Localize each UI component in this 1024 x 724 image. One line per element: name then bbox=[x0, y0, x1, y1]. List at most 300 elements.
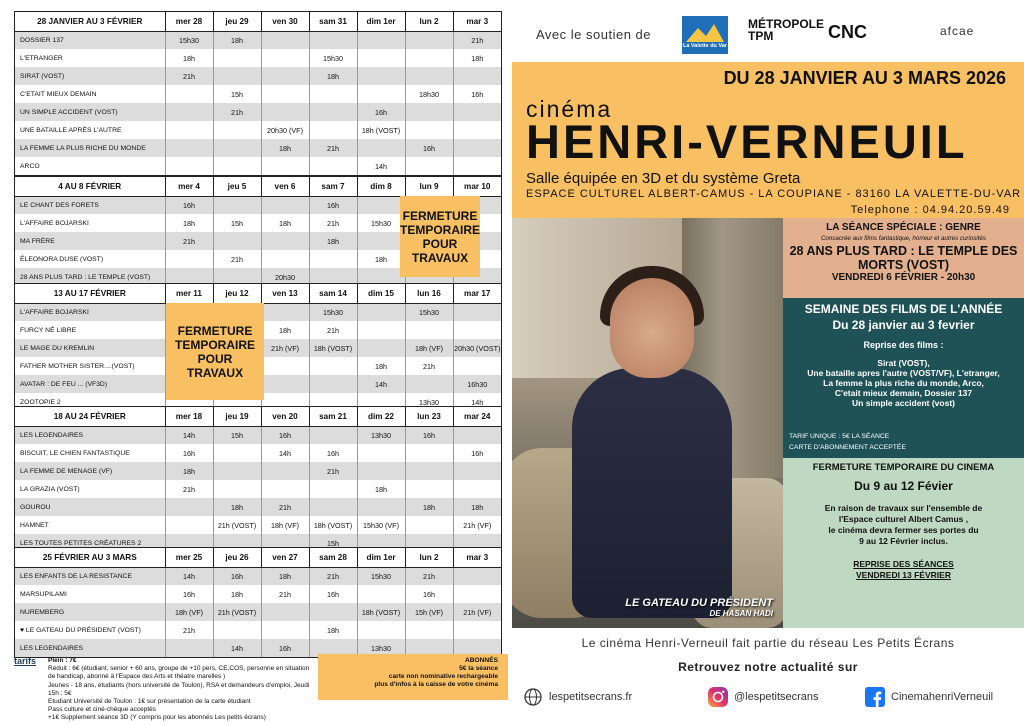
abonnes-line: carte non nominative rechargeable bbox=[388, 673, 498, 680]
showtime-cell: 16h bbox=[357, 103, 405, 121]
film-title-cell: L'AFFAIRE BOJARSKI bbox=[15, 303, 165, 321]
semaine-tarif: TARIF UNIQUE : 5€ LA SÉANCE bbox=[789, 433, 890, 440]
week-header-row bbox=[15, 407, 501, 426]
showtime-cell bbox=[453, 585, 501, 603]
film-title-cell: MA FRÈRE bbox=[15, 232, 165, 250]
film-title-cell: LE MAGE DU KREMLIN bbox=[15, 339, 165, 357]
showtime-cell: 18h bbox=[261, 321, 309, 339]
facebook-link[interactable] bbox=[864, 686, 993, 708]
showtime-cell bbox=[261, 67, 309, 85]
instagram-icon bbox=[707, 686, 729, 708]
day-header: mer 25 bbox=[165, 548, 213, 567]
showtime-cell bbox=[165, 121, 213, 139]
showtime-cell bbox=[309, 480, 357, 498]
showtime-cell bbox=[261, 621, 309, 639]
table-row bbox=[15, 103, 501, 121]
showtime-cell bbox=[453, 103, 501, 121]
showtime-cell: 18h bbox=[309, 67, 357, 85]
showtime-cell bbox=[309, 250, 357, 268]
showtime-cell: 14h bbox=[261, 444, 309, 462]
address: ESPACE CULTUREL ALBERT-CAMUS - LA COUPIANE - 83160 LA VALETTE-DU-VAR bbox=[526, 188, 1022, 200]
showtime-cell bbox=[357, 232, 405, 250]
showtime-cell: 13h30 bbox=[357, 426, 405, 444]
showtime-cell: 21h bbox=[405, 567, 453, 585]
showtime-cell: 16h30 bbox=[453, 375, 501, 393]
film-title-cell: FURCY NÉ LIBRE bbox=[20, 326, 77, 334]
showtime-cell bbox=[261, 49, 309, 67]
la-valette-logo-text: La Valette du Var bbox=[682, 43, 728, 49]
showtime-cell bbox=[309, 375, 357, 393]
tarif-line: Pass culture et ciné-chèque acceptés bbox=[48, 706, 157, 714]
film-title-cell: ÉLEONORA DUSE (VOST) bbox=[20, 255, 104, 263]
showtime-cell bbox=[165, 139, 213, 157]
week-schedule-table bbox=[15, 548, 501, 657]
showtime-cell bbox=[453, 121, 501, 139]
week-title: 28 JANVIER AU 3 FÉVRIER bbox=[15, 12, 165, 31]
showtime-cell: 16h bbox=[165, 196, 213, 214]
day-header: ven 20 bbox=[261, 407, 309, 426]
day-header: mar 3 bbox=[453, 548, 501, 567]
showtime-cell bbox=[405, 31, 453, 49]
showtime-cell bbox=[261, 303, 309, 321]
showtime-cell bbox=[357, 31, 405, 49]
showtime-cell bbox=[405, 49, 453, 67]
showtime-cell: 21h bbox=[213, 250, 261, 268]
day-header: lun 9 bbox=[405, 177, 453, 196]
showtime-cell bbox=[405, 375, 453, 393]
film-title-cell: LES LEGENDAIRES bbox=[15, 639, 165, 657]
showtime-cell bbox=[357, 444, 405, 462]
showtime-cell bbox=[405, 103, 453, 121]
showtime-cell: 18h (VOST) bbox=[357, 121, 405, 139]
day-header: sam 31 bbox=[309, 12, 357, 31]
showtime-cell: 15h30 bbox=[405, 303, 453, 321]
week-schedule-table bbox=[15, 407, 501, 552]
table-row bbox=[15, 462, 501, 480]
film-title-cell: 28 ANS PLUS TARD : LE TEMPLE (VOST) bbox=[15, 268, 165, 286]
showtime-cell bbox=[357, 67, 405, 85]
tarifs-label: tarifs bbox=[14, 656, 37, 666]
closure-dates: Du 9 au 12 Févier bbox=[854, 479, 953, 493]
showtime-cell: 15h30 bbox=[309, 49, 357, 67]
photo-girl-body bbox=[572, 368, 732, 618]
cnc-logo bbox=[828, 22, 908, 46]
day-header: mer 4 bbox=[165, 177, 213, 196]
film-title-cell: MARSUPILAMI bbox=[20, 590, 67, 598]
day-header: ven 6 bbox=[261, 177, 309, 196]
week-table bbox=[14, 11, 502, 176]
showtime-cell bbox=[405, 516, 453, 534]
photo-film-title: LE GATEAU DU PRÉSIDENT bbox=[625, 597, 773, 609]
showtime-cell: 15h bbox=[213, 214, 261, 232]
week-header-row bbox=[15, 177, 501, 196]
showtime-cell: 18h bbox=[213, 498, 261, 516]
day-header: sam 14 bbox=[309, 284, 357, 303]
closure-block bbox=[783, 458, 1024, 628]
showtime-cell: 15h bbox=[309, 534, 357, 552]
week-of-films-block bbox=[783, 298, 1024, 458]
showtime-cell: 16h bbox=[405, 585, 453, 603]
showtime-cell bbox=[213, 121, 261, 139]
showtime-cell: 15h bbox=[213, 85, 261, 103]
day-header: dim 1er bbox=[357, 548, 405, 567]
special-date: VENDREDI 6 FÉVRIER - 20h30 bbox=[831, 272, 976, 283]
day-header: mar 3 bbox=[453, 12, 501, 31]
cinema-name: HENRI-VERNEUIL bbox=[526, 115, 968, 168]
showtime-cell: 18h bbox=[213, 31, 261, 49]
showtime-cell: 18h (VOST) bbox=[357, 603, 405, 621]
showtime-cell bbox=[309, 121, 357, 139]
special-film: 28 ANS PLUS TARD : LE TEMPLE DES MORTS (VOST) bbox=[789, 244, 1018, 272]
showtime-cell: 16h bbox=[453, 85, 501, 103]
showtime-cell: 15h30 bbox=[165, 31, 213, 49]
table-row bbox=[15, 49, 501, 67]
showtime-cell: 14h bbox=[357, 157, 405, 175]
semaine-carte: CARTE D'ABONNEMENT ACCEPTÉE bbox=[789, 444, 906, 451]
special-screening-block bbox=[783, 218, 1024, 298]
day-header: dim 22 bbox=[357, 407, 405, 426]
showtime-cell: 18h (VF) bbox=[165, 603, 213, 621]
showtime-cell: 16h bbox=[261, 426, 309, 444]
showtime-cell: 13h30 bbox=[357, 639, 405, 657]
day-header: jeu 19 bbox=[213, 407, 261, 426]
showtime-cell bbox=[261, 603, 309, 621]
tpm-logo bbox=[748, 17, 825, 50]
film-title-cell: SIRAT (VOST) bbox=[15, 67, 165, 85]
showtime-cell bbox=[213, 196, 261, 214]
week-schedule-table bbox=[15, 12, 501, 175]
showtime-cell: 18h bbox=[453, 498, 501, 516]
showtime-cell: 18h (VOST) bbox=[309, 516, 357, 534]
film-title-cell: LE CHANT DES FORETS bbox=[15, 196, 165, 214]
closure-notice: FERMETURE TEMPORAIRE POUR TRAVAUX bbox=[400, 196, 480, 277]
showtime-cell bbox=[357, 196, 405, 214]
tarif-line: Etudiant Université de Toulon : 1€ sur présentation de la carte étudiant bbox=[48, 698, 251, 706]
showtime-cell bbox=[261, 232, 309, 250]
showtime-cell bbox=[213, 67, 261, 85]
showtime-cell bbox=[213, 621, 261, 639]
showtime-cell bbox=[261, 250, 309, 268]
showtime-cell bbox=[261, 157, 309, 175]
week-table bbox=[14, 547, 502, 658]
showtime-cell: 18h (VF) bbox=[261, 516, 309, 534]
actualite-text: Retrouvez notre actualité sur bbox=[678, 660, 858, 674]
semaine-dates: Du 28 janvier au 3 fevrier bbox=[832, 318, 975, 332]
showtime-cell bbox=[453, 462, 501, 480]
showtime-cell: 13h30 bbox=[405, 393, 453, 411]
showtime-cell bbox=[405, 480, 453, 498]
showtime-cell bbox=[261, 103, 309, 121]
showtime-cell: 18h bbox=[261, 214, 309, 232]
showtime-cell: 18h bbox=[261, 567, 309, 585]
showtime-cell: 21h bbox=[309, 321, 357, 339]
closure-notice: FERMETURE TEMPORAIRE POUR TRAVAUX bbox=[166, 303, 264, 400]
showtime-cell: 21h bbox=[405, 357, 453, 375]
day-header: jeu 12 bbox=[213, 284, 261, 303]
tarif-line: Réduit : 6€ (étudiant, senior + 60 ans, groupe de +10 pers, CE,COS, personne en situation de handicap, abonné à l'Espace des Arts et théatre marelles ) bbox=[48, 665, 310, 681]
showtime-cell: 16h bbox=[213, 567, 261, 585]
closure-title: FERMETURE TEMPORAIRE DU CINEMA bbox=[812, 462, 995, 473]
day-header: mar 10 bbox=[453, 177, 501, 196]
film-title-cell: HAMNET bbox=[20, 521, 49, 529]
showtime-cell: 16h bbox=[165, 585, 213, 603]
showtime-cell bbox=[213, 157, 261, 175]
showtime-cell bbox=[165, 157, 213, 175]
film-still-photo bbox=[512, 218, 783, 628]
sponsors-text: Avec le soutien de bbox=[536, 27, 651, 42]
abonnes-line: plus d'infos à la caisse de votre cinéma bbox=[374, 681, 498, 688]
showtime-cell: 18h bbox=[405, 498, 453, 516]
showtime-cell bbox=[309, 357, 357, 375]
film-title-cell: LES LEGENDAIRES bbox=[15, 426, 165, 444]
showtime-cell: 21h bbox=[261, 498, 309, 516]
week-table bbox=[14, 406, 502, 553]
showtime-cell bbox=[357, 462, 405, 480]
day-header: lun 23 bbox=[405, 407, 453, 426]
showtime-cell: 15h30 bbox=[357, 567, 405, 585]
table-row bbox=[15, 621, 501, 639]
abonnes-line: 5€ la séance bbox=[459, 665, 498, 672]
sponsors-bar bbox=[512, 0, 1024, 62]
showtime-cell: 14h bbox=[357, 375, 405, 393]
showtime-cell bbox=[165, 516, 213, 534]
showtime-cell: 20h30 bbox=[261, 268, 309, 286]
showtime-cell: 18h bbox=[357, 357, 405, 375]
showtime-cell: 18h (VF) bbox=[405, 339, 453, 357]
showtime-cell bbox=[357, 339, 405, 357]
table-row bbox=[15, 67, 501, 85]
showtime-cell bbox=[453, 139, 501, 157]
showtime-cell: 18h bbox=[165, 49, 213, 67]
showtime-cell bbox=[309, 157, 357, 175]
showtime-cell: 15h (VF) bbox=[405, 603, 453, 621]
tpm-logo-text: MÉTROPOLE TPM bbox=[748, 17, 825, 43]
table-row bbox=[15, 139, 501, 157]
showtime-cell: 21h bbox=[213, 103, 261, 121]
showtime-cell bbox=[405, 621, 453, 639]
showtime-cell bbox=[213, 49, 261, 67]
showtime-cell: 21h (VF) bbox=[261, 339, 309, 357]
showtime-cell: 18h30 bbox=[405, 85, 453, 103]
showtime-cell bbox=[405, 67, 453, 85]
showtime-cell bbox=[405, 157, 453, 175]
film-title-cell: ZOOTOPIE 2 bbox=[20, 398, 61, 406]
table-row bbox=[15, 426, 501, 444]
instagram-link[interactable] bbox=[707, 686, 819, 708]
film-title-cell: BISCUIT, LE CHIEN FANTASTIQUE bbox=[20, 449, 130, 457]
table-row bbox=[15, 85, 501, 103]
tarif-line: +1€ Supplement séance 3D (Y compris pour les abonnés Les petits écrans) bbox=[48, 714, 266, 722]
day-header: jeu 5 bbox=[213, 177, 261, 196]
film-title-cell: UN SIMPLE ACCIDENT (VOST) bbox=[15, 103, 165, 121]
afcae-logo-text: afcae bbox=[940, 24, 975, 38]
showtime-cell bbox=[261, 357, 309, 375]
showtime-cell bbox=[405, 462, 453, 480]
showtime-cell: 21h bbox=[309, 462, 357, 480]
showtime-cell: 21h (VF) bbox=[453, 603, 501, 621]
showtime-cell: 21h bbox=[453, 31, 501, 49]
day-header: ven 30 bbox=[261, 12, 309, 31]
special-caption: Consacrée aux films fantastique, horreur et autres curiosités bbox=[820, 235, 987, 242]
globe-icon bbox=[522, 686, 544, 708]
abonnes-title: ABONNÉS bbox=[465, 657, 498, 664]
showtime-cell: 16h bbox=[261, 639, 309, 657]
showtime-cell bbox=[213, 462, 261, 480]
day-header: lun 2 bbox=[405, 12, 453, 31]
film-title-cell: GOUROU bbox=[15, 498, 165, 516]
showtime-cell bbox=[309, 426, 357, 444]
showtime-cell: 20h30 (VOST) bbox=[453, 339, 501, 357]
afcae-logo bbox=[940, 24, 1000, 48]
network-text: Le cinéma Henri-Verneuil fait partie du réseau Les Petits Écrans bbox=[581, 636, 955, 650]
film-title-cell: C'ETAIT MIEUX DEMAIN bbox=[20, 90, 97, 98]
showtime-cell bbox=[213, 232, 261, 250]
showtime-cell bbox=[309, 498, 357, 516]
showtime-cell: 21h bbox=[261, 585, 309, 603]
film-title-cell: LA GRAZIA (VOST) bbox=[20, 485, 80, 493]
showtime-cell: 21h (VOST) bbox=[213, 516, 261, 534]
film-title-cell: LES ENFANTS DE LA RESISTANCE bbox=[15, 567, 165, 585]
semaine-title: SEMAINE DES FILMS DE L'ANNÉE bbox=[804, 302, 1003, 316]
showtime-cell: 18h bbox=[213, 585, 261, 603]
showtime-cell: 16h bbox=[453, 444, 501, 462]
table-row bbox=[15, 121, 501, 139]
showtime-cell: 18h bbox=[309, 621, 357, 639]
photo-caption bbox=[625, 597, 773, 618]
photo-girl-face bbox=[610, 278, 694, 378]
day-header: dim 15 bbox=[357, 284, 405, 303]
showtime-cell: 18h bbox=[165, 214, 213, 232]
showtime-cell: 21h bbox=[309, 214, 357, 232]
day-header: sam 7 bbox=[309, 177, 357, 196]
showtime-cell: 18h bbox=[453, 49, 501, 67]
day-header: jeu 26 bbox=[213, 548, 261, 567]
showtime-cell bbox=[165, 639, 213, 657]
day-header: sam 21 bbox=[309, 407, 357, 426]
showtime-cell: 14h bbox=[165, 426, 213, 444]
film-title-cell: ♥ LE GATEAU DU PRÉSIDENT (VOST) bbox=[20, 626, 141, 634]
showtime-cell: 16h bbox=[309, 444, 357, 462]
showtime-cell: 18h bbox=[261, 139, 309, 157]
abonnes-block bbox=[318, 654, 508, 700]
showtime-cell bbox=[453, 621, 501, 639]
table-row bbox=[15, 480, 501, 498]
facebook-text: CinemahenriVerneuil bbox=[891, 691, 994, 703]
day-header: mar 24 bbox=[453, 407, 501, 426]
cinema-label: cinéma bbox=[526, 96, 613, 122]
day-header: ven 13 bbox=[261, 284, 309, 303]
film-title-cell: LA FEMME DE MENAGE (VF) bbox=[15, 462, 165, 480]
showtime-cell bbox=[453, 67, 501, 85]
showtime-cell bbox=[453, 480, 501, 498]
showtime-cell bbox=[453, 567, 501, 585]
film-title-cell: UNE BATAILLE APRÈS L'AUTRE bbox=[20, 126, 122, 134]
closure-reprise: REPRISE DES SÉANCES VENDREDI 13 FÉVRIER bbox=[853, 559, 954, 580]
day-header: lun 16 bbox=[405, 284, 453, 303]
showtime-cell bbox=[357, 85, 405, 103]
showtime-cell bbox=[453, 426, 501, 444]
tarif-line: Plein : 7€ bbox=[48, 657, 77, 664]
table-row bbox=[15, 498, 501, 516]
showtime-cell bbox=[261, 196, 309, 214]
showtime-cell: 15h30 (VF) bbox=[357, 516, 405, 534]
showtime-cell bbox=[357, 321, 405, 339]
day-header: mer 28 bbox=[165, 12, 213, 31]
week-header-row bbox=[15, 12, 501, 31]
showtime-cell: 21h bbox=[165, 67, 213, 85]
film-title-cell: LES TOUTES PETITES CRÉATURES 2 bbox=[15, 534, 165, 552]
showtime-cell bbox=[309, 85, 357, 103]
showtime-cell bbox=[453, 157, 501, 175]
showtime-cell: 18h bbox=[309, 232, 357, 250]
hero-banner bbox=[512, 62, 1024, 218]
showtime-cell: 18h bbox=[165, 462, 213, 480]
showtime-cell bbox=[261, 462, 309, 480]
showtime-cell bbox=[405, 444, 453, 462]
showtime-cell: 18h bbox=[357, 480, 405, 498]
week-title: 4 AU 8 FÉVRIER bbox=[15, 177, 165, 196]
film-title-cell: AVATAR : DE FEU ... (VF3D) bbox=[15, 375, 165, 393]
week-title: 18 AU 24 FÉVRIER bbox=[15, 407, 165, 426]
table-row bbox=[15, 516, 501, 534]
showtime-cell bbox=[165, 250, 213, 268]
table-row bbox=[15, 585, 501, 603]
program-dates: DU 28 JANVIER AU 3 MARS 2026 bbox=[723, 68, 1006, 88]
semaine-reprise: Reprise des films : bbox=[863, 340, 944, 350]
week-title: 13 AU 17 FÉVRIER bbox=[15, 284, 165, 303]
showtime-cell: 18h (VOST) bbox=[309, 339, 357, 357]
showtime-cell bbox=[213, 480, 261, 498]
day-header: ven 27 bbox=[261, 548, 309, 567]
showtime-cell bbox=[357, 585, 405, 603]
photo-director: DE HASAN HADI bbox=[709, 609, 773, 618]
day-header: mar 17 bbox=[453, 284, 501, 303]
footer bbox=[512, 628, 1024, 724]
website-link[interactable] bbox=[522, 686, 632, 708]
showtime-cell bbox=[309, 103, 357, 121]
showtime-cell bbox=[453, 357, 501, 375]
showtime-cell: 21h bbox=[309, 567, 357, 585]
showtime-cell bbox=[357, 621, 405, 639]
showtime-cell: 21h (VF) bbox=[453, 516, 501, 534]
showtime-cell bbox=[453, 321, 501, 339]
day-header: sam 28 bbox=[309, 548, 357, 567]
showtime-cell bbox=[261, 31, 309, 49]
showtime-cell bbox=[165, 103, 213, 121]
cnc-logo-text: CNC bbox=[828, 22, 867, 42]
showtime-cell: 15h30 bbox=[357, 214, 405, 232]
week-title: 25 FÉVRIER AU 3 MARS bbox=[15, 548, 165, 567]
showtime-cell: 15h bbox=[213, 426, 261, 444]
table-row bbox=[15, 157, 501, 175]
film-title-cell: NUREMBERG bbox=[15, 603, 165, 621]
facebook-icon bbox=[864, 686, 886, 708]
website-text: lespetitsecrans.fr bbox=[549, 691, 633, 703]
showtime-cell: 21h bbox=[165, 480, 213, 498]
showtime-cell: 14h bbox=[453, 393, 501, 411]
showtime-cell: 14h bbox=[165, 567, 213, 585]
week-header-row bbox=[15, 284, 501, 303]
tarifs-body bbox=[48, 657, 318, 723]
table-row bbox=[15, 603, 501, 621]
day-header: jeu 29 bbox=[213, 12, 261, 31]
showtime-cell bbox=[453, 303, 501, 321]
showtime-cell: 21h bbox=[165, 232, 213, 250]
closure-text: En raison de travaux sur l'ensemble de l'Espace culturel Albert Camus , le cinéma devra fermer ses portes du 9 au 12 Février inclus. bbox=[824, 503, 983, 546]
showtime-cell: 20h30 (VF) bbox=[261, 121, 309, 139]
showtime-cell: 21h bbox=[165, 621, 213, 639]
table-row bbox=[15, 444, 501, 462]
